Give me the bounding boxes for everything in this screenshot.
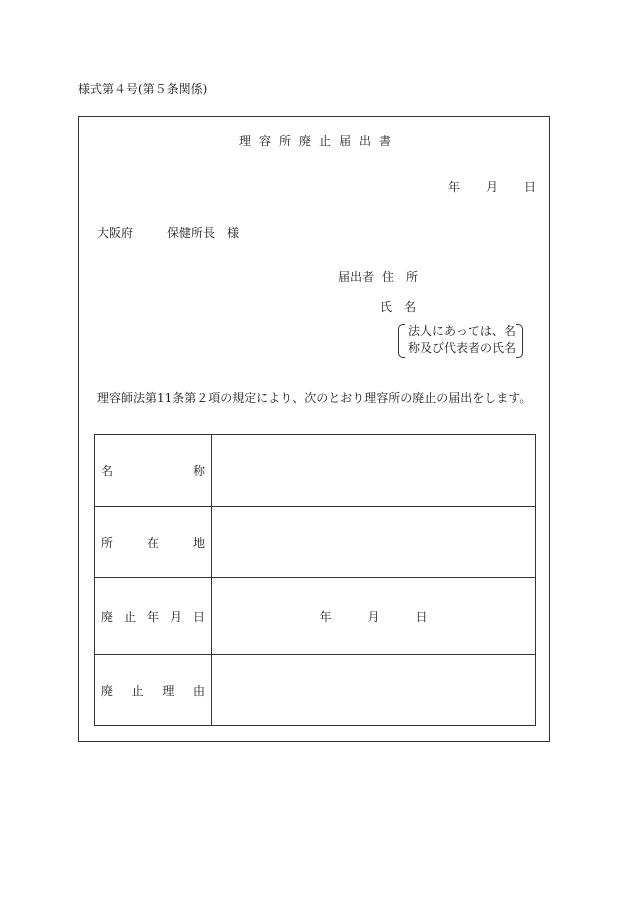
submission-date (448, 178, 536, 195)
applicant-label: 届出者 (338, 270, 375, 284)
left-bracket (398, 324, 405, 358)
applicant-address (338, 268, 418, 285)
label-location: 所 在 地 (95, 507, 212, 578)
addressee-director: 保健所長 (167, 226, 216, 240)
corp-note-line-2: 称及び代表者の氏名 (408, 341, 517, 355)
addressee-prefecture: 大阪府 (97, 226, 134, 240)
statement: 理容師法第11条第２項の規定により、次のとおり理容所の廃止の届出をします。 (97, 391, 532, 405)
value-closure-date[interactable] (212, 578, 536, 655)
applicant-name (380, 298, 416, 315)
date-month: 月 (486, 180, 499, 194)
form-number: 様式第４号(第５条関係) (78, 82, 208, 96)
table-row-name (95, 435, 536, 507)
applicant-name-label: 氏 名 (380, 300, 417, 314)
table-row-location (95, 507, 536, 578)
value-name[interactable] (212, 435, 536, 507)
closure-day: 日 (415, 609, 428, 624)
closure-year: 年 (319, 609, 332, 624)
label-closure-reason: 廃 止 理 由 (95, 655, 212, 726)
form-title: 理容所廃止届出書 (238, 134, 399, 148)
corp-note-line-1: 法人にあっては、名 (408, 324, 516, 338)
date-year: 年 (448, 180, 461, 194)
label-closure-date: 廃 止 年 月 日 (95, 578, 212, 655)
table-row-closure-date (95, 578, 536, 655)
value-closure-reason[interactable] (212, 655, 536, 726)
value-location[interactable] (212, 507, 536, 578)
label-name: 名 称 (95, 435, 212, 507)
table-row-closure-reason (95, 655, 536, 726)
right-bracket (516, 324, 523, 358)
corporation-note (398, 322, 523, 358)
date-day: 日 (524, 180, 537, 194)
addressee-honorific: 様 (227, 226, 240, 240)
addressee (97, 224, 239, 241)
applicant-address-label: 住 所 (382, 270, 419, 284)
closure-month: 月 (367, 609, 380, 624)
info-table (94, 434, 536, 726)
